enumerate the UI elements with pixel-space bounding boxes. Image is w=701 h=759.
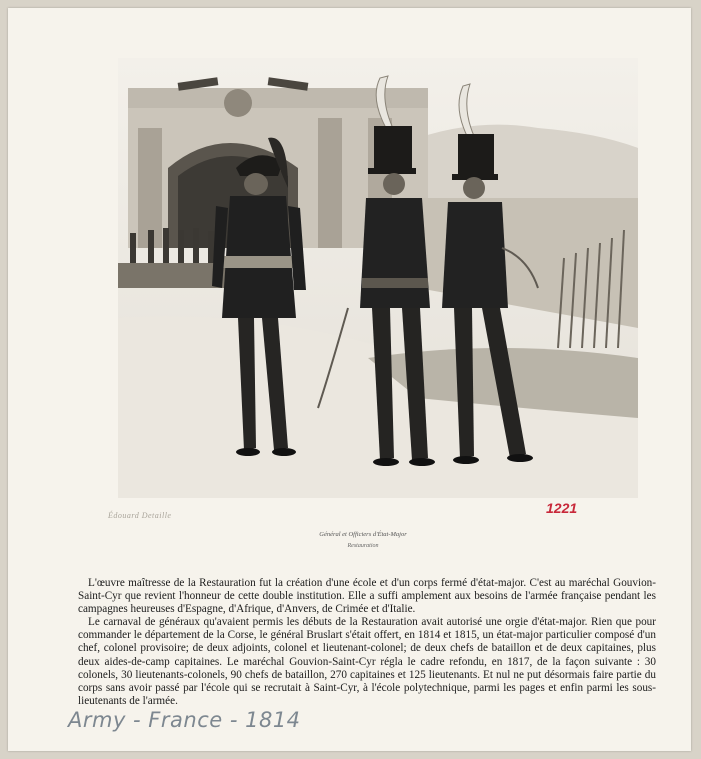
artist-signature: Édouard Detaille: [108, 511, 172, 520]
print-sheet: [8, 8, 691, 751]
handwritten-annotation: Army - France - 1814: [68, 708, 301, 732]
plate-caption-title: Général et Officiers d'État-Major: [319, 531, 407, 538]
paragraph: Le carnaval de généraux qu'avaient permis les débuts de la Restauration avait autorisé une orgie d'état-major. Rien que pour commander le département de la Corse, le général Bruslart s'était offert, en 1814 et 1815, un état-major particulier composé d'un chef, colonel provisoire; de deux adjoints, colonel et lieutenant-colonel; de deux chefs de bataillon et de deux capitaines, plus deux aides-de-camp capitaines. Le maréchal Gouvion-Saint-Cyr régla le cadre refondu, en 1817, de la façon suivante : 30 colonels, 30 lieutenants-colonels, 90 chefs de bataillon, 270 capitaines et 125 lieutenants. Et nul ne put désormais faire partie du corps sans avoir passé par l'école qui se recrutait à Saint-Cyr, à l'école polytechnique, parmi les pages et enfin parmi les sous-lieutenants de l'armée.: [78, 616, 656, 707]
illustration-three-officers: [118, 58, 638, 498]
plate-caption-subtitle: Restauration: [347, 543, 379, 549]
plate-number: 1221: [546, 500, 578, 516]
body-text: [78, 577, 656, 708]
illustration-plate: [118, 58, 638, 498]
paragraph: L'œuvre maîtresse de la Restauration fut la création d'une école et d'un corps fermé d'état-major. C'est au maréchal Gouvion-Saint-Cyr que revient l'honneur de cette double institution. Elle a suffi amplement aux besoins de l'armée française pendant les campagnes heureuses d'Espagne, d'Afrique, d'Anvers, de Crimée et d'Italie.: [78, 577, 656, 616]
